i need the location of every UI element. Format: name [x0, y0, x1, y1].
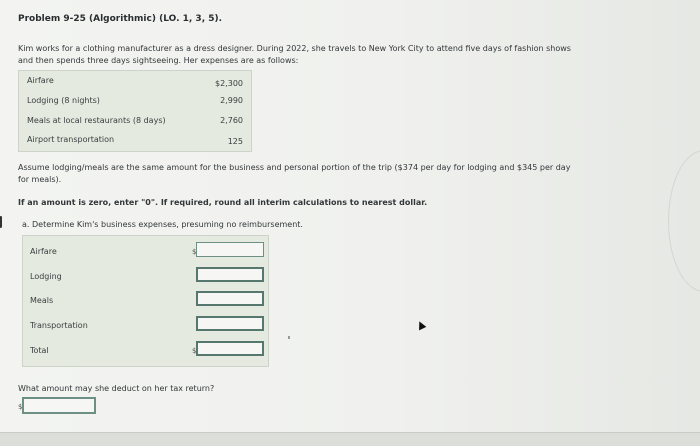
expense-row-meals: [27, 116, 243, 134]
expense-label: Meals at local restaurants (8 days): [27, 116, 166, 125]
rounding-instruction: If an amount is zero, enter "0". If required, round all interim calculations to nearest dollar.: [18, 198, 428, 207]
intro-line-2: and then spends three days sightseeing. Her expenses are as follows:: [18, 56, 299, 65]
intro-line-1: Kim works for a clothing manufacturer as a dress designer. During 2022, she travels to New York City to attend five days of fashion shows: [18, 44, 571, 53]
background-curve: [668, 150, 700, 292]
answer-label: Airfare: [30, 247, 57, 256]
transportation-input[interactable]: [196, 316, 264, 331]
answer-label: Transportation: [30, 321, 88, 330]
question-marker: [0, 216, 5, 228]
deduction-input[interactable]: [22, 397, 96, 414]
answer-row-total: [23, 341, 268, 361]
expense-label: Airfare: [27, 76, 54, 85]
part-a-prompt: a. Determine Kim's business expenses, presuming no reimbursement.: [22, 220, 303, 229]
answer-row-meals: [23, 291, 268, 311]
stray-mark: [288, 336, 290, 339]
expense-row-airport-transportation: [27, 135, 243, 153]
meals-input[interactable]: [196, 291, 264, 306]
answer-row-lodging: [23, 267, 268, 287]
lodging-input[interactable]: [196, 267, 264, 282]
deduction-question: What amount may she deduct on her tax return?: [18, 384, 215, 393]
answer-label: Meals: [30, 296, 54, 305]
expense-amount: $2,300: [215, 79, 243, 88]
expense-amount: 2,760: [220, 116, 243, 125]
intro-text: [18, 43, 571, 67]
expense-label: Airport transportation: [27, 135, 115, 144]
expense-amount: 2,990: [220, 96, 243, 105]
answer-label: Total: [30, 346, 49, 355]
bottom-edge: [0, 432, 700, 446]
problem-title: Problem 9-25 (Algorithmic) (LO. 1, 3, 5).: [18, 14, 223, 24]
dollar-sign: $: [18, 403, 23, 411]
dollar-sign: $: [192, 347, 197, 355]
expense-table: [18, 70, 252, 152]
answer-row-airfare: [23, 242, 268, 262]
total-input[interactable]: [196, 341, 264, 356]
business-expense-table: [22, 235, 269, 367]
expense-amount: 125: [227, 137, 243, 146]
answer-label: Lodging: [30, 272, 62, 281]
mouse-cursor-icon: [416, 320, 427, 331]
assumption-line-2: for meals).: [18, 175, 62, 184]
assumption-text: [18, 162, 570, 186]
answer-row-transportation: [23, 316, 268, 336]
expense-row-airfare: [27, 76, 243, 94]
expense-row-lodging: [27, 96, 243, 114]
dollar-sign: $: [192, 248, 197, 256]
airfare-input[interactable]: [196, 242, 264, 257]
expense-label: Lodging (8 nights): [27, 96, 100, 105]
assumption-line-1: Assume lodging/meals are the same amount for the business and personal portion of the trip ($374 per day for lodging and $345 per day: [18, 163, 571, 172]
